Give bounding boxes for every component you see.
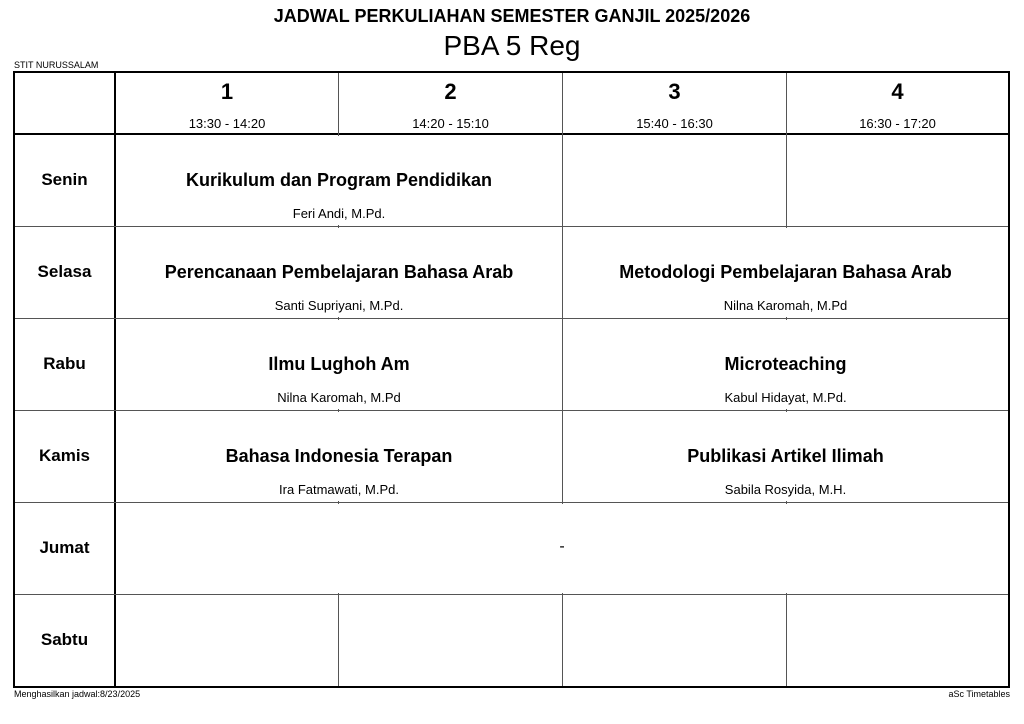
- day-label: Jumat: [39, 538, 90, 557]
- friday-empty-cell: [116, 502, 1008, 594]
- generated-date: Menghasilkan jadwal:8/23/2025: [14, 689, 141, 699]
- friday-placeholder: -: [559, 538, 565, 555]
- lesson-subject: Perencanaan Pembelajaran Bahasa Arab: [164, 262, 514, 282]
- day-label: Senin: [41, 170, 88, 189]
- period-time: 14:20 - 15:10: [412, 116, 489, 131]
- timetable-grid: [13, 71, 1010, 688]
- lesson-cell: [563, 318, 1008, 410]
- period-number: 2: [444, 79, 457, 104]
- lesson-subject: Metodologi Pembelajaran Bahasa Arab: [619, 262, 952, 282]
- lesson-teacher: Nilna Karomah, M.Pd: [277, 390, 401, 405]
- day-label: Sabtu: [40, 630, 89, 649]
- lesson-cell: [116, 318, 562, 410]
- lesson-cell: [116, 410, 562, 502]
- lesson-subject: Microteaching: [724, 354, 847, 374]
- lesson-teacher: Sabila Rosyida, M.H.: [724, 482, 847, 497]
- lesson-subject: Kurikulum dan Program Pendidikan: [185, 170, 493, 190]
- day-label: Selasa: [37, 262, 92, 281]
- lesson-subject: Ilmu Lughoh Am: [268, 354, 410, 374]
- lesson-teacher: Kabul Hidayat, M.Pd.: [724, 390, 847, 405]
- day-label: Kamis: [38, 446, 91, 465]
- software-credit: aSc Timetables: [948, 689, 1010, 699]
- period-time: 15:40 - 16:30: [636, 116, 713, 131]
- period-time: 16:30 - 17:20: [859, 116, 936, 131]
- lesson-cell: [563, 410, 1008, 502]
- day-label: Rabu: [43, 354, 86, 373]
- row-divider: [15, 594, 1008, 595]
- lesson-teacher: Nilna Karomah, M.Pd: [723, 298, 848, 313]
- period-number: 1: [220, 79, 234, 104]
- lesson-cell: [116, 226, 562, 318]
- period-time: 13:30 - 14:20: [188, 116, 266, 131]
- school-name: STIT NURUSSALAM: [14, 60, 99, 70]
- lesson-teacher: Feri Andi, M.Pd.: [292, 206, 386, 221]
- period-number: 3: [668, 79, 681, 104]
- lesson-teacher: Santi Supriyani, M.Pd.: [274, 298, 404, 313]
- lesson-teacher: Ira Fatmawati, M.Pd.: [279, 482, 399, 497]
- lesson-subject: Publikasi Artikel Ilimah: [687, 446, 884, 466]
- lesson-cell: [563, 226, 1008, 318]
- lesson-cell: [116, 134, 562, 226]
- lesson-subject: Bahasa Indonesia Terapan: [225, 446, 453, 466]
- class-name: PBA 5 Reg: [443, 30, 581, 61]
- period-number: 4: [891, 79, 904, 104]
- schedule-title: JADWAL PERKULIAHAN SEMESTER GANJIL 2025/2026: [273, 6, 751, 26]
